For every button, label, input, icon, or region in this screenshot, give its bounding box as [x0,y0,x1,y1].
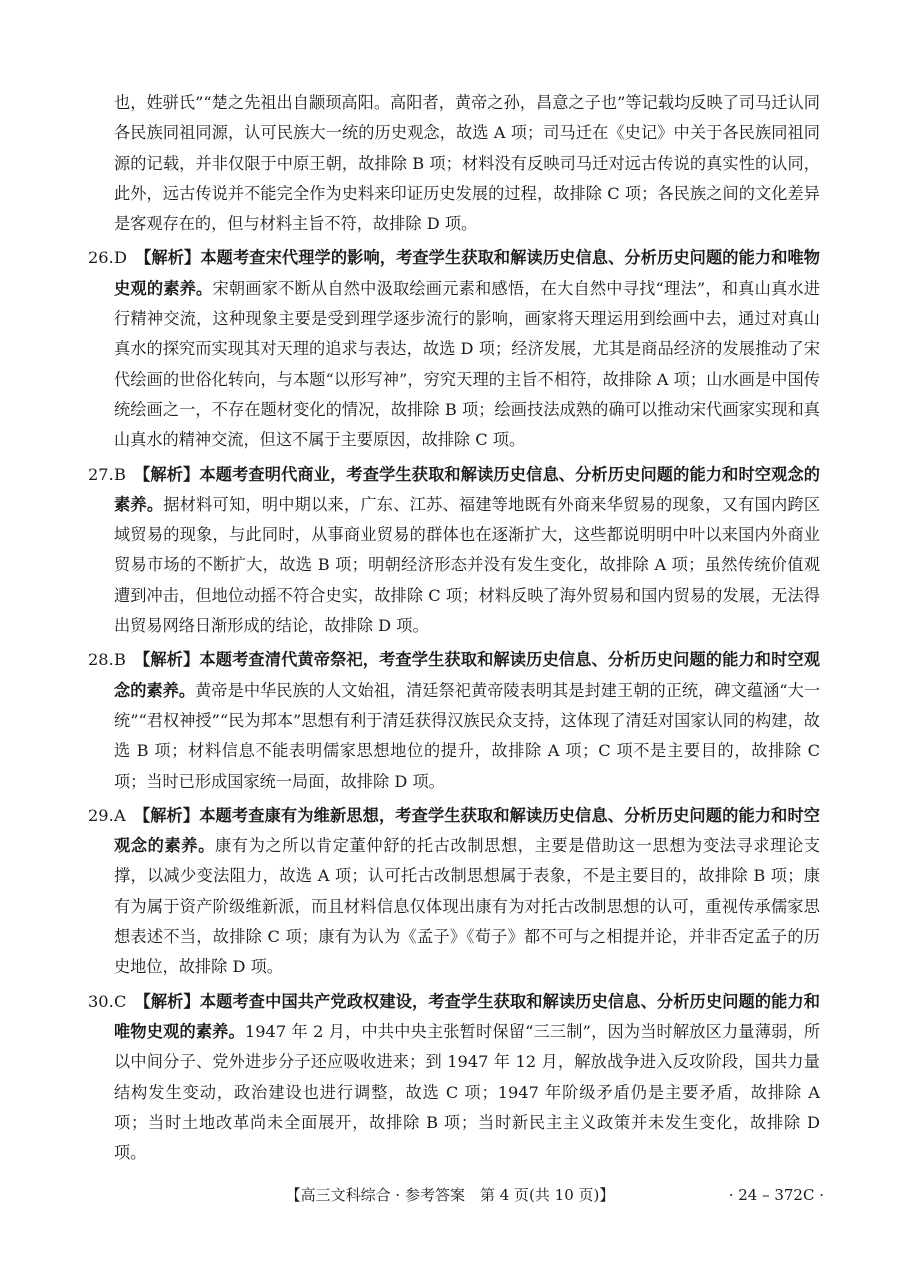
question-number: 29. [88,805,114,825]
analysis-body: 1947 年 2 月，中共中央主张暂时保留“三三制”，因为当时解放区力量薄弱，所以中间分子、党外进步分子还应吸收进来；到 1947 年 12 月，解放战争进入反攻阶段，国共力量结构发生变动，政治建设也进行调整，故选 C 项；1947 年阶级矛盾仍是主要矛盾，故排除 A 项；当时土地改革尚未全面展开，故排除 B 项；当时新民主主义政策并未发生变化，故排除 D 项。 [114,1021,821,1163]
question-number: 27. [88,464,114,484]
question-29 [88,801,820,983]
answer-letter: D [114,248,127,268]
question-28 [88,645,820,796]
analysis-heading: 【解析】本题考查宋代理学的影响，考查学生获取和解读历史信息、分析历史问题的能力和唯物史观的素养。 [114,248,820,298]
analysis-heading: 【解析】本题考查康有为维新思想，考查学生获取和解读历史信息、分析历史问题的能力和时空观念的素养。 [114,805,820,856]
question-number: 28. [88,650,114,670]
question-30 [88,987,820,1169]
analysis-heading: 【解析】本题考查清代黄帝祭祀，考查学生获取和解读历史信息、分析历史问题的能力和时空观念的素养。 [114,650,820,700]
answer-letter: B [114,650,126,670]
analysis-body: 宋朝画家不断从自然中汲取绘画元素和感悟，在大自然中寻找“理法”，和真山真水进行精神交流，这种现象主要是受到理学逐步流行的影响，画家将天理运用到绘画中去，通过对真山真水的探究而实现其对天理的追求与表达，故选 D 项；经济发展，尤其是商品经济的发展推动了宋代绘画的世俗化转向，与本题“以形写神”，穷究天理的主旨不相符，故排除 A 项；山水画是中国传统绘画之一，不存在题材变化的情况，故排除 B 项；绘画技法成熟的确可以推动宋代画家实现和真山真水的精神交流，但这不属于主要原因，故排除 C 项。 [114,278,820,450]
analysis-heading: 【解析】本题考查中国共产党政权建设，考查学生获取和解读历史信息、分析历史问题的能力和唯物史观的素养。 [114,991,820,1041]
footer-code: · 24 – 372C · [728,1186,824,1204]
answer-letter: B [114,464,126,484]
answer-content [88,88,820,1172]
answer-letter: C [114,991,127,1011]
question-26 [88,243,820,455]
answer-letter: A [114,805,126,825]
analysis-body: 据材料可知，明中期以来，广东、江苏、福建等地既有外商来华贸易的现象，又有国内跨区域贸易的现象，与此同时，从事商业贸易的群体也在逐渐扩大，这些都说明明中叶以来国内外商业贸易市场的不断扩大，故选 B 项；明朝经济形态并没有发生变化，故排除 A 项；虽然传统价值观遭到冲击，但地位动摇不符合史实，故排除 C 项；材料反映了海外贸易和国内贸易的发展，无法得出贸易网络日渐形成的结论，故排除 D 项。 [114,494,821,636]
analysis-heading: 【解析】本题考查明代商业，考查学生获取和解读历史信息、分析历史问题的能力和时空观念的素养。 [114,464,820,514]
analysis-body: 康有为之所以肯定董仲舒的托古改制思想，主要是借助这一思想为变法寻求理论支撑，以减少变法阻力，故选 A 项；认可托古改制思想属于表象，不是主要目的，故排除 B 项；康有为属于资产阶级维新派，而且材料信息仅体现出康有为对托古改制思想的认可，重视传承儒家思想表述不当，故排除 C 项；康有为认为《孟子》《荀子》都不可与之相提并论，并非否定孟子的历史地位，故排除 D 项。 [114,836,821,977]
footer-page-info: 【高三文科综合 · 参考答案 第 4 页(共 10 页)】 [285,1186,615,1204]
analysis-body: 黄帝是中华民族的人文始祖，清廷祭祀黄帝陵表明其是封建王朝的正统，碑文蕴涵“大一统”“君权神授”“民为邦本”思想有利于清廷获得汉族民众支持，这体现了清廷对国家认同的构建，故选 B 项；材料信息不能表明儒家思想地位的提升，故排除 A 项；C 项不是主要目的，故排除 C 项；当时已形成国家统一局面，故排除 D 项。 [114,680,821,791]
question-27 [88,460,820,642]
question-number: 26. [88,248,114,268]
question-number: 30. [88,991,114,1011]
page-footer [0,1180,900,1210]
continuation-paragraph: 也，姓骈氏”“楚之先祖出自颛顼高阳。高阳者，黄帝之孙，昌意之子也”等记载均反映了司马迁认同各民族同祖同源，认可民族大一统的历史观念，故选 A 项；司马迁在《史记》中关于各民族同祖同源的记载，并非仅限于中原王朝，故排除 B 项；材料没有反映司马迁对远古传说的真实性的认同，此外，远古传说并不能完全作为史料来印证历史发展的过程，故排除 C 项；各民族之间的文化差异是客观存在的，但与材料主旨不符，故排除 D 项。 [114,93,820,234]
